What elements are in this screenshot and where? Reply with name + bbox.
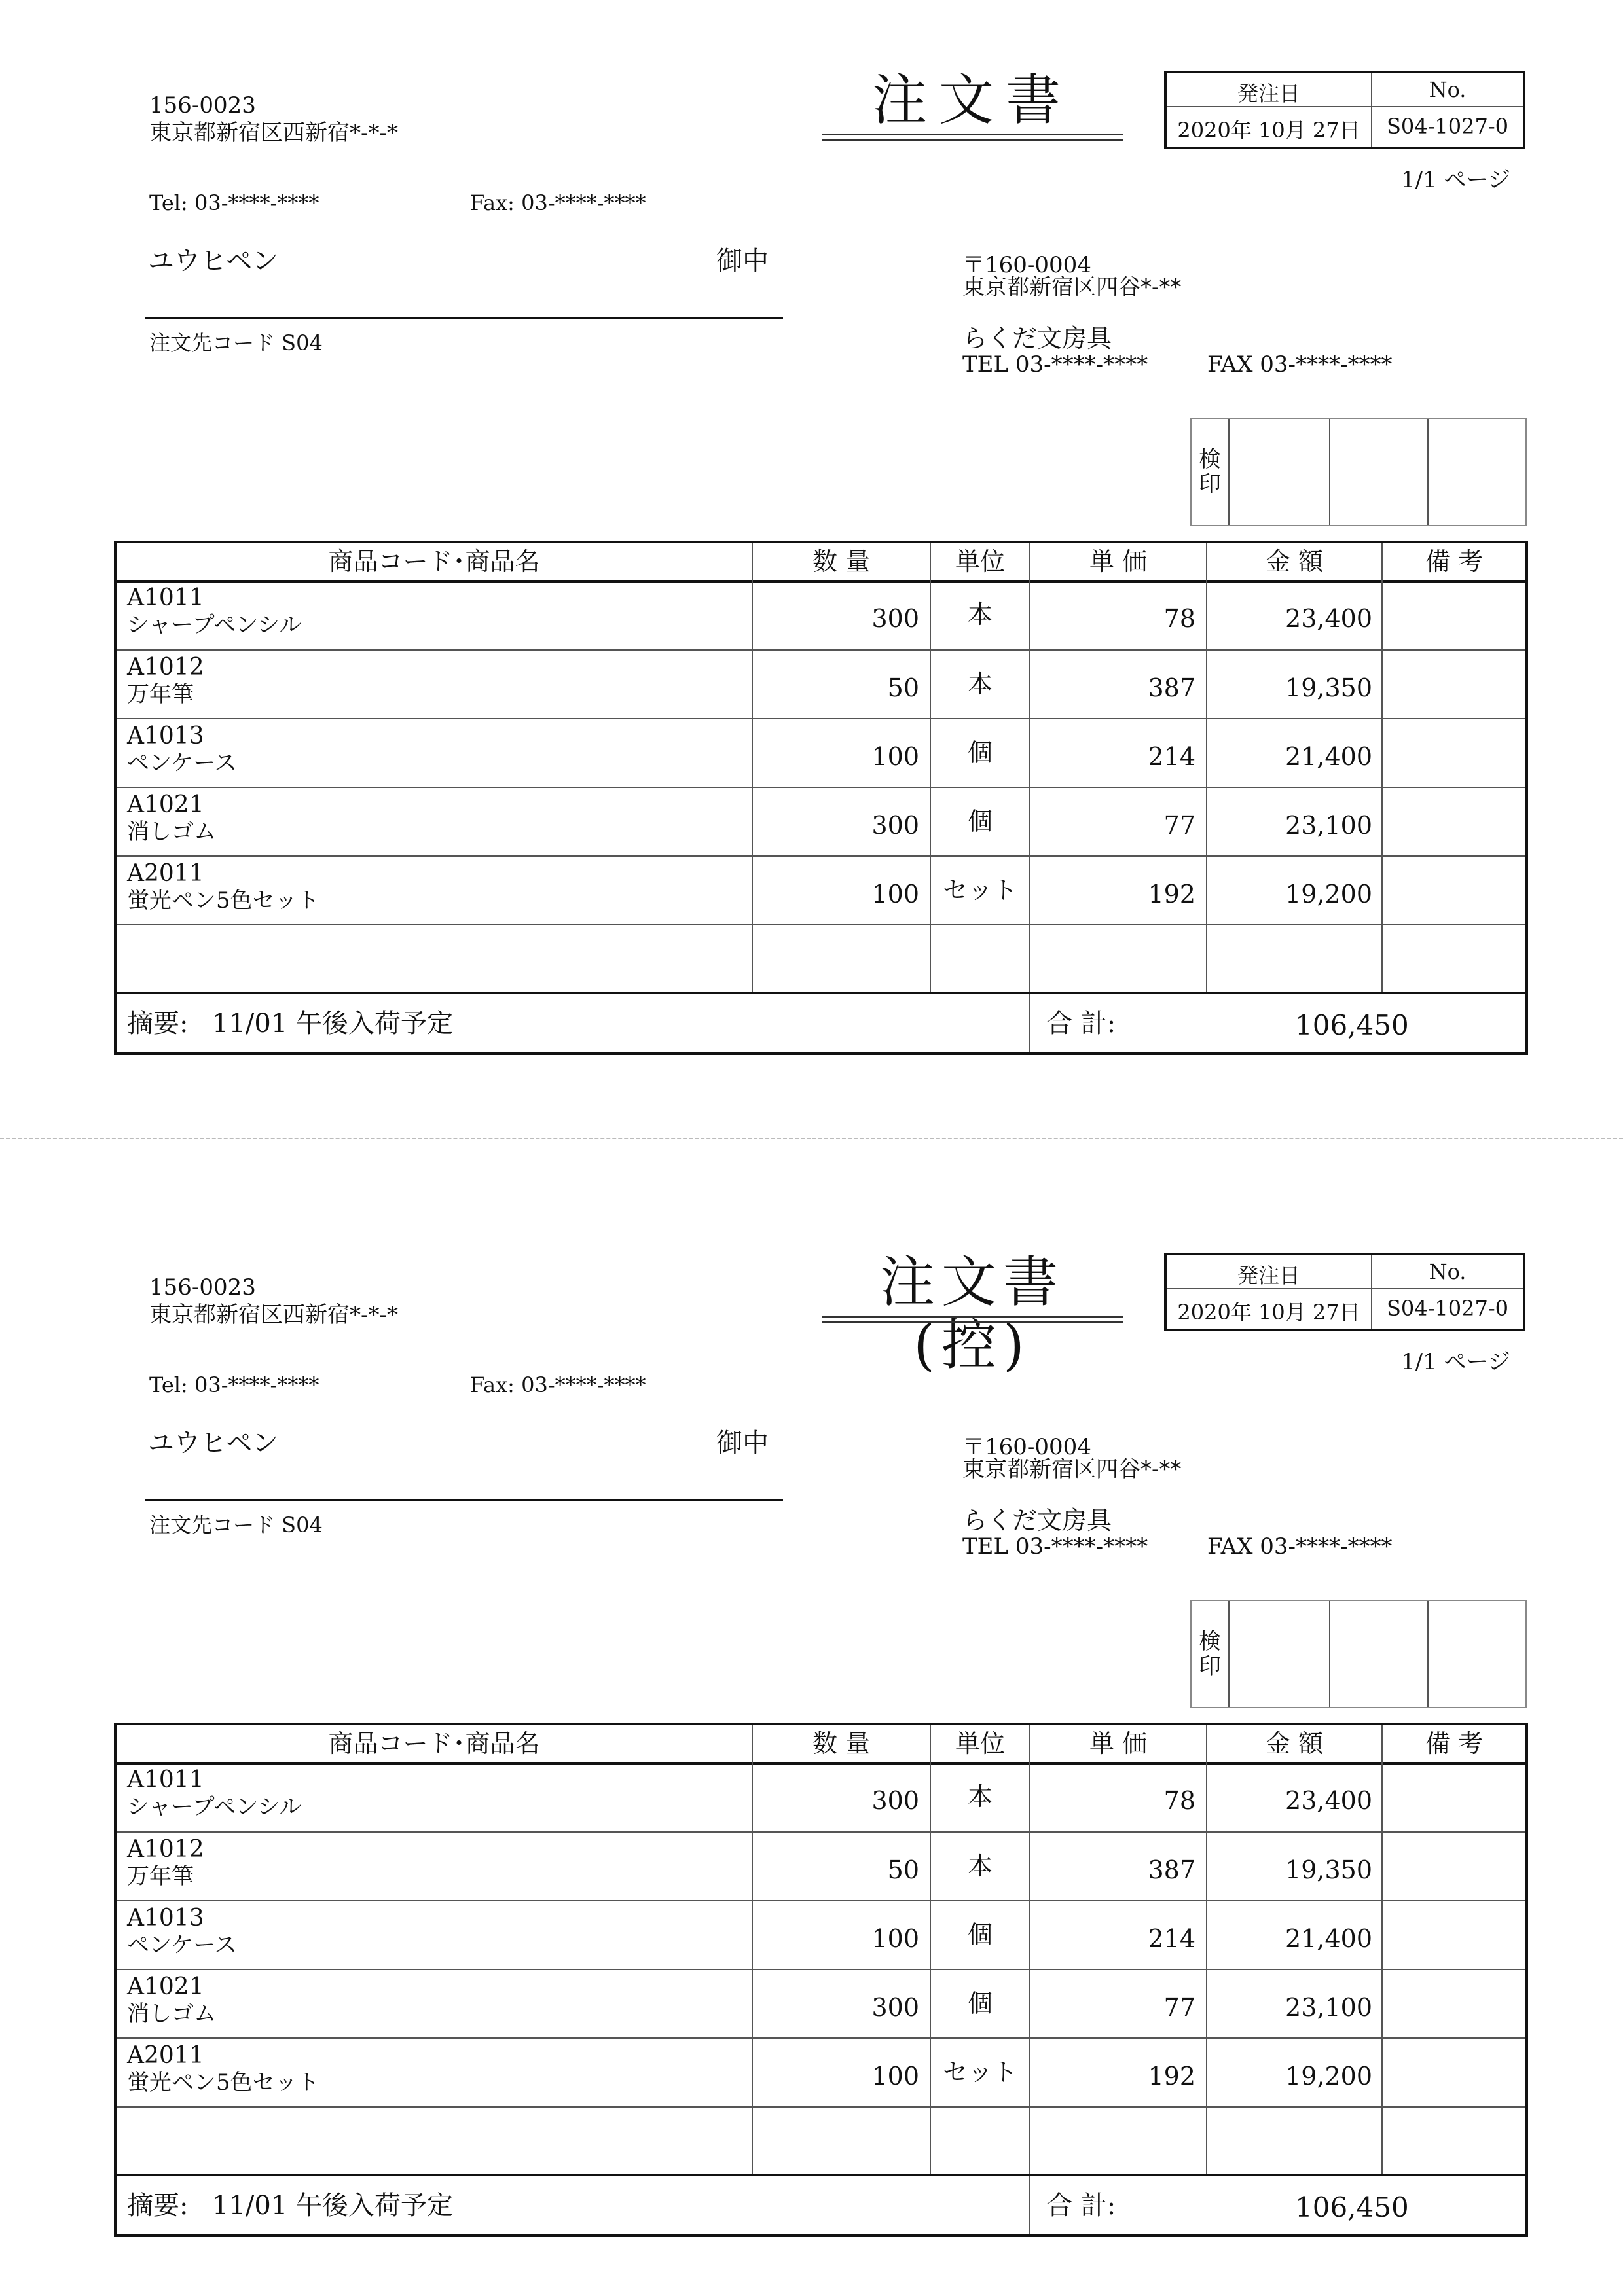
order-date-value: 2020年 10月 27日 — [1177, 1300, 1360, 1325]
col-header-price: 単 価 — [1089, 1729, 1148, 1758]
quantity: 100 — [871, 880, 919, 908]
supplier-code: 注文先コード S04 — [149, 331, 323, 355]
summary-text: 11/01 午後入荷予定 — [212, 1009, 453, 1039]
buyer-fax: FAX 03-****-**** — [1207, 1534, 1393, 1560]
page-indicator: 1/1 ページ — [1401, 1349, 1510, 1375]
title-underline-2 — [822, 139, 1123, 141]
quantity: 100 — [871, 1924, 919, 1953]
quantity: 100 — [871, 2062, 919, 2090]
sender-tel: Tel: 03-****-**** — [149, 190, 319, 215]
product-name: シャープペンシル — [127, 612, 302, 638]
unit-price: 192 — [1148, 2062, 1195, 2090]
summary-divider — [117, 2174, 1525, 2176]
col-header-qty: 数 量 — [812, 547, 871, 576]
stamp-divider — [1329, 1601, 1330, 1707]
unit: 個 — [967, 738, 993, 767]
row-divider — [117, 649, 1525, 651]
unit-price: 387 — [1148, 673, 1195, 702]
row-divider — [117, 1831, 1525, 1833]
title-underline-2 — [822, 1321, 1123, 1323]
quantity: 100 — [871, 742, 919, 771]
sender-address: 東京都新宿区西新宿*-*-* — [149, 120, 398, 146]
summary-text: 11/01 午後入荷予定 — [212, 2191, 453, 2221]
stamp-divider — [1427, 419, 1429, 525]
order-no-value: S04-1027-0 — [1386, 1296, 1509, 1321]
col-header-qty: 数 量 — [812, 1729, 871, 1758]
amount: 21,400 — [1285, 742, 1372, 771]
product-code: A2011 — [127, 860, 204, 887]
sender-address: 東京都新宿区西新宿*-*-* — [149, 1302, 398, 1328]
stamp-divider — [1427, 1601, 1429, 1707]
product-code: A1012 — [127, 1836, 204, 1863]
header-divider — [117, 1762, 1525, 1765]
stamp-label — [1192, 419, 1228, 525]
quantity: 300 — [871, 604, 919, 633]
col-header-amount: 金 額 — [1265, 1729, 1324, 1758]
amount: 21,400 — [1285, 1924, 1372, 1953]
sender-tel: Tel: 03-****-**** — [149, 1372, 319, 1397]
product-name: 消しゴム — [127, 819, 216, 845]
order-table — [114, 1723, 1528, 2237]
stamp-label-char: 印 — [1199, 471, 1221, 497]
recipient-underline — [145, 317, 783, 319]
order-form-copy — [0, 1182, 1623, 2295]
stamp-label-char: 検 — [1199, 446, 1221, 473]
buyer-address: 東京都新宿区四谷*-** — [962, 274, 1182, 300]
product-code: A1011 — [127, 1767, 204, 1793]
document-title — [822, 1244, 1123, 1377]
buyer-company: らくだ文房具 — [962, 1506, 1112, 1535]
buyer-postal-code: 〒160-0004 — [962, 252, 1091, 278]
buyer-tel: TEL 03-****-**** — [962, 1534, 1148, 1560]
recipient-honorific: 御中 — [716, 1428, 769, 1458]
title-underline — [822, 134, 1123, 135]
stamp-label-char: 検 — [1199, 1628, 1221, 1655]
recipient-honorific: 御中 — [716, 246, 769, 276]
amount: 19,350 — [1285, 673, 1372, 702]
product-name: 万年筆 — [127, 681, 194, 708]
product-code: A1011 — [127, 584, 204, 611]
stamp-divider — [1228, 419, 1230, 525]
buyer-tel: TEL 03-****-**** — [962, 351, 1148, 378]
unit: 個 — [967, 807, 993, 836]
order-date-label: 発注日 — [1237, 81, 1300, 106]
amount: 23,100 — [1285, 1993, 1372, 2022]
product-name: 消しゴム — [127, 2001, 216, 2027]
summary-label: 摘要: — [127, 1009, 189, 1039]
unit-price: 78 — [1163, 1786, 1195, 1815]
buyer-postal-code: 〒160-0004 — [962, 1434, 1091, 1460]
order-no-label: No. — [1429, 77, 1467, 102]
recipient-name: ユウヒペン — [148, 1428, 279, 1458]
product-code: A1013 — [127, 723, 204, 749]
unit: 本 — [967, 1852, 993, 1880]
row-divider — [117, 855, 1525, 857]
product-code: A1013 — [127, 1905, 204, 1931]
quantity: 300 — [871, 1993, 919, 2022]
order-meta-box — [1164, 71, 1525, 149]
product-code: A1021 — [127, 1973, 204, 2000]
quantity: 50 — [887, 673, 919, 702]
unit: 本 — [967, 670, 993, 698]
recipient-underline — [145, 1499, 783, 1501]
amount: 19,350 — [1285, 1856, 1372, 1884]
quantity: 300 — [871, 811, 919, 840]
col-header-unit: 単位 — [955, 1729, 1005, 1758]
unit-price: 387 — [1148, 1856, 1195, 1884]
buyer-fax: FAX 03-****-**** — [1207, 351, 1393, 378]
col-header-amount: 金 額 — [1265, 547, 1324, 576]
supplier-code: 注文先コード S04 — [149, 1513, 323, 1537]
page-indicator: 1/1 ページ — [1401, 167, 1510, 193]
stamp-divider — [1329, 419, 1330, 525]
product-name: シャープペンシル — [127, 1794, 302, 1820]
order-no-value: S04-1027-0 — [1386, 114, 1509, 139]
stamp-divider — [1228, 1601, 1230, 1707]
product-name: 蛍光ペン5色セット — [127, 888, 319, 914]
amount: 23,100 — [1285, 811, 1372, 840]
order-date-value: 2020年 10月 27日 — [1177, 118, 1360, 143]
unit: 個 — [967, 1920, 993, 1949]
product-code: A1012 — [127, 654, 204, 681]
product-name: ペンケース — [127, 750, 237, 776]
row-divider — [117, 2037, 1525, 2039]
stamp-label — [1192, 1601, 1228, 1707]
summary-divider — [117, 992, 1525, 994]
inspection-stamp-box — [1190, 418, 1527, 526]
unit: セット — [942, 2058, 1017, 2087]
total-value: 106,450 — [1295, 2191, 1409, 2223]
amount: 23,400 — [1285, 604, 1372, 633]
unit-price: 214 — [1148, 742, 1195, 771]
header-divider — [117, 580, 1525, 583]
total-label: 合 計: — [1046, 1009, 1116, 1039]
unit: 本 — [967, 600, 993, 629]
col-header-unit: 単位 — [955, 547, 1005, 576]
quantity: 300 — [871, 1786, 919, 1815]
summary-label: 摘要: — [127, 2191, 189, 2221]
unit-price: 78 — [1163, 604, 1195, 633]
title-text: 注文書(控) — [879, 1250, 1065, 1377]
unit: 本 — [967, 1782, 993, 1811]
order-no-label: No. — [1429, 1259, 1467, 1284]
row-divider — [117, 2106, 1525, 2108]
amount: 23,400 — [1285, 1786, 1372, 1815]
cut-line — [0, 1138, 1623, 1139]
amount: 19,200 — [1285, 2062, 1372, 2090]
buyer-company: らくだ文房具 — [962, 324, 1112, 353]
unit-price: 214 — [1148, 1924, 1195, 1953]
amount: 19,200 — [1285, 880, 1372, 908]
document-title — [822, 62, 1123, 141]
total-label: 合 計: — [1046, 2191, 1116, 2221]
col-header-remarks: 備 考 — [1425, 1729, 1484, 1758]
recipient-name: ユウヒペン — [148, 246, 279, 276]
stamp-label-char: 印 — [1199, 1653, 1221, 1679]
row-divider — [117, 787, 1525, 788]
col-header-remarks: 備 考 — [1425, 547, 1484, 576]
order-table — [114, 541, 1528, 1055]
total-value: 106,450 — [1295, 1009, 1409, 1041]
order-form-original — [0, 0, 1623, 1113]
title-underline — [822, 1316, 1123, 1318]
product-name: 万年筆 — [127, 1863, 194, 1890]
col-header-item: 商品コード･商品名 — [328, 547, 540, 576]
row-divider — [117, 924, 1525, 925]
product-code: A2011 — [127, 2042, 204, 2069]
unit-price: 77 — [1163, 1993, 1195, 2022]
product-name: ペンケース — [127, 1932, 237, 1958]
product-name: 蛍光ペン5色セット — [127, 2070, 319, 2096]
sender-fax: Fax: 03-****-**** — [470, 1372, 646, 1397]
buyer-address: 東京都新宿区四谷*-** — [962, 1456, 1182, 1482]
unit-price: 192 — [1148, 880, 1195, 908]
sender-fax: Fax: 03-****-**** — [470, 190, 646, 215]
row-divider — [117, 1900, 1525, 1901]
unit-price: 77 — [1163, 811, 1195, 840]
product-code: A1021 — [127, 791, 204, 818]
quantity: 50 — [887, 1856, 919, 1884]
row-divider — [117, 1969, 1525, 1970]
sender-postal-code: 156-0023 — [149, 92, 256, 118]
col-header-item: 商品コード･商品名 — [328, 1729, 540, 1758]
title-text: 注文書 — [871, 68, 1072, 132]
inspection-stamp-box — [1190, 1600, 1527, 1708]
sender-postal-code: 156-0023 — [149, 1274, 256, 1300]
order-meta-box — [1164, 1253, 1525, 1331]
order-date-label: 発注日 — [1237, 1263, 1300, 1288]
col-header-price: 単 価 — [1089, 547, 1148, 576]
unit: 個 — [967, 1989, 993, 2018]
unit: セット — [942, 876, 1017, 905]
row-divider — [117, 718, 1525, 719]
